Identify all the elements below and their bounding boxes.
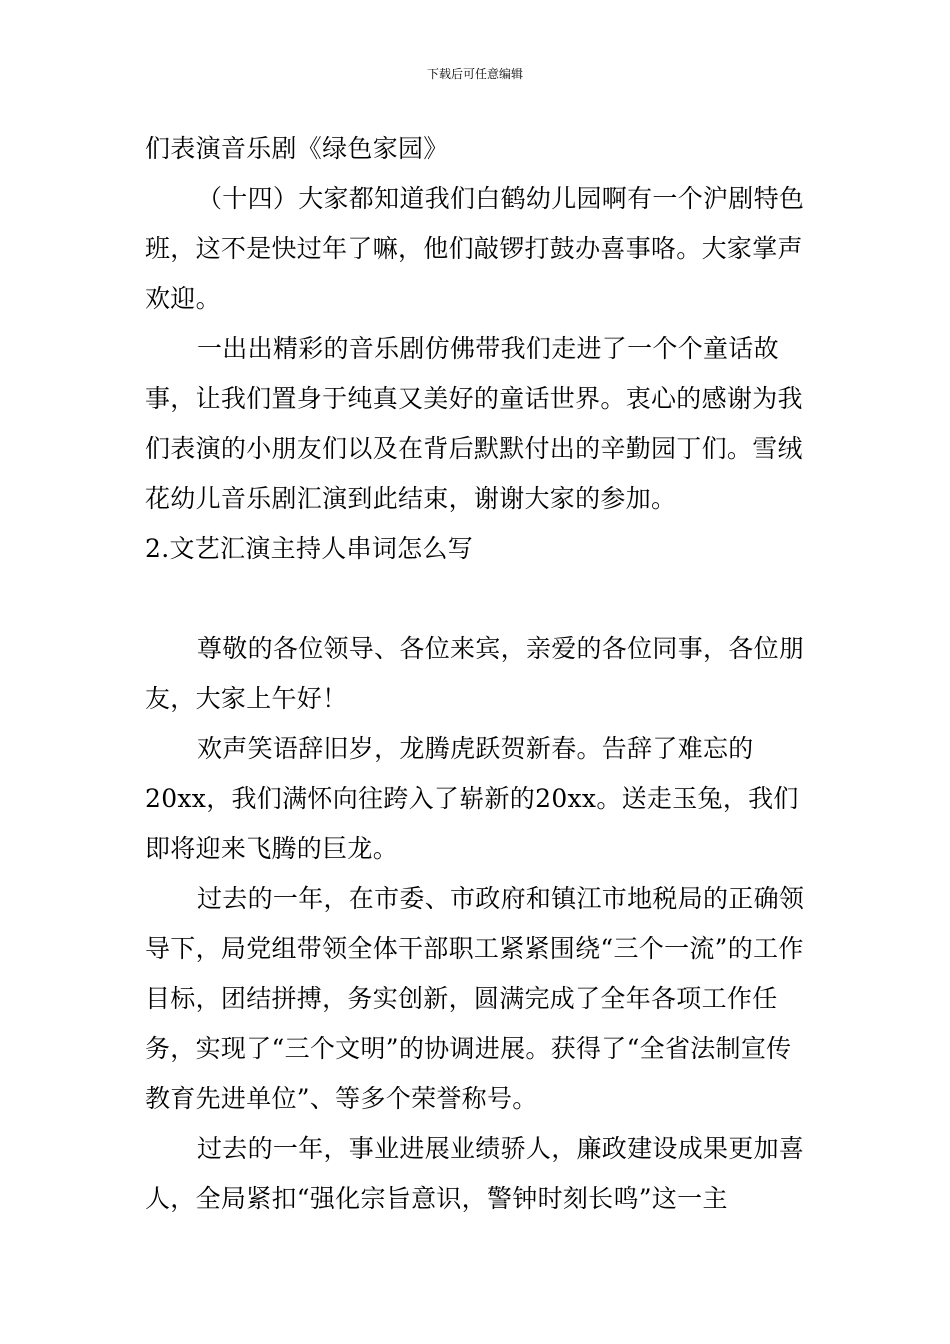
paragraph-past-year-integrity: 过去的一年，事业进展业绩骄人，廉政建设成果更加喜人，全局紧扣“强化宗旨意识，警钟时刻长鸣”这一主 xyxy=(145,1134,805,1213)
document-body xyxy=(145,124,810,1224)
paragraph-continuation: 们表演音乐剧《绿色家园》 xyxy=(145,134,449,163)
paragraph-closing-remarks: 一出出精彩的音乐剧仿佛带我们走进了一个个童话故事，让我们置身于纯真又美好的童话世界。衷心的感谢为我们表演的小朋友们以及在背后默默付出的辛勤园丁们。雪绒花幼儿音乐剧汇演到此结束，谢谢大家的参加。 xyxy=(145,334,803,513)
paragraph-new-year: 欢声笑语辞旧岁，龙腾虎跃贺新春。告辞了难忘的20xx，我们满怀向往跨入了崭新的20xx。送走玉兔，我们即将迎来飞腾的巨龙。 xyxy=(145,734,799,863)
page-header: 下载后可任意编辑 xyxy=(426,67,523,81)
section-heading: 2.文艺汇演主持人串词怎么写 xyxy=(145,534,474,563)
blank-line xyxy=(145,574,810,624)
paragraph-shanghai-opera: （十四）大家都知道我们白鹤幼儿园啊有一个沪剧特色班，这不是快过年了嘛，他们敲锣打鼓办喜事咯。大家掌声欢迎。 xyxy=(145,184,805,313)
paragraph-past-year-achievements: 过去的一年，在市委、市政府和镇江市地税局的正确领导下，局党组带领全体干部职工紧紧围绕“三个一流”的工作目标，团结拼搏，务实创新，圆满完成了全年各项工作任务，实现了“三个文明”的协调进展。获得了“全省法制宣传教育先进单位”、等多个荣誉称号。 xyxy=(145,884,805,1113)
paragraph-greeting: 尊敬的各位领导、各位来宾，亲爱的各位同事，各位朋友，大家上午好！ xyxy=(145,634,805,713)
